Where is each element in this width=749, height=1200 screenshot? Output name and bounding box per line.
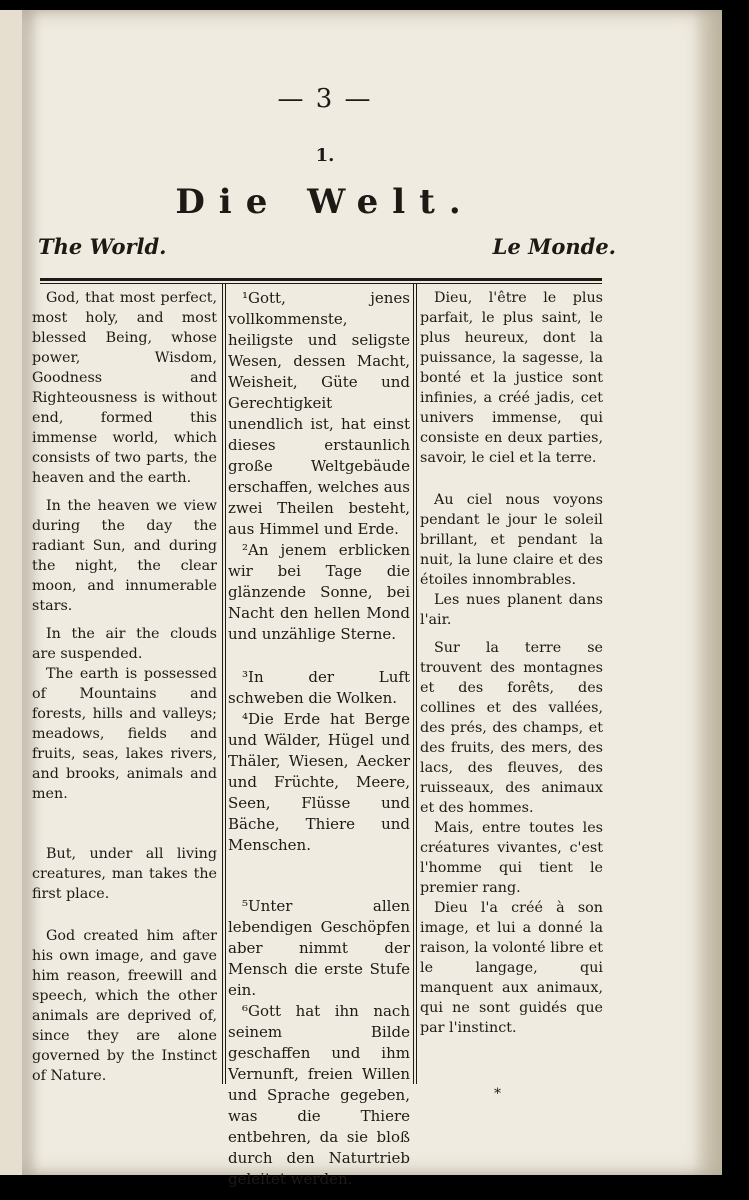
column-divider-left-double bbox=[225, 284, 226, 1084]
german-column bbox=[228, 288, 410, 1190]
english-paragraph: In the heaven we view during the day the radiant Sun, and during the night, the clear moon, and innumerable stars. bbox=[32, 498, 217, 614]
german-paragraph: ⁶Gott hat ihn nach seinem Bilde geschaffen und ihm Vernunft, freien Willen und Sprache gegeben, was die Thiere entbehren, da sie bloß durch den Naturtrieb geleitet werden. bbox=[228, 1002, 410, 1188]
subtitle-english: The World. bbox=[38, 234, 167, 259]
french-paragraph: Au ciel nous voyons pendant le jour le soleil brillant, et pendant la nuit, la lune claire et des étoiles innombrables. bbox=[420, 492, 603, 588]
column-divider-right bbox=[413, 284, 414, 1084]
french-paragraph: Dieu, l'être le plus parfait, le plus saint, le plus heureux, dont la puissance, la sagesse, la bonté et la justice sont infinies, a créé jadis, cet univers immense, qui consiste en deux parties, savoir, le ciel et la terre. bbox=[420, 290, 603, 466]
french-paragraph: Mais, entre toutes les créatures vivantes, c'est l'homme qui tient le premier rang. bbox=[420, 820, 603, 896]
english-paragraph: The earth is possessed of Mountains and forests, hills and valleys; meadows, fields and fruits, seas, lakes rivers, and brooks, animals and men. bbox=[32, 666, 217, 802]
page-shadow bbox=[692, 10, 722, 1175]
french-paragraph: Les nues planent dans l'air. bbox=[420, 592, 603, 628]
english-column bbox=[32, 288, 217, 1086]
german-paragraph: ⁵Unter allen lebendigen Geschöpfen aber nimmt der Mensch die erste Stufe ein. bbox=[228, 897, 410, 999]
header-rule-thin bbox=[40, 283, 602, 284]
english-paragraph: But, under all living creatures, man takes the first place. bbox=[32, 846, 217, 902]
section-number: 1. bbox=[315, 145, 335, 166]
german-paragraph: ²An jenem erblicken wir bei Tage die glänzende Sonne, bei Nacht den hellen Mond und unzählige Sterne. bbox=[228, 541, 410, 643]
previous-page-edge bbox=[0, 10, 22, 1175]
french-paragraph: Sur la terre se trouvent des montagnes et des forêts, des collines et des vallées, des prés, des champs, et des fruits, des mers, des lacs, des fleuves, des ruisseaux, des animaux et des hommes. bbox=[420, 640, 603, 816]
english-paragraph: God, that most perfect, most holy, and most blessed Being, whose power, Wisdom, Goodness and Righteousness is without end, formed this immense world, which consists of two parts, the heaven and the earth. bbox=[32, 290, 217, 486]
german-paragraph: ¹Gott, jenes vollkommenste, heiligste und seligste Wesen, dessen Macht, Weisheit, Güte und Gerechtigkeit unendlich ist, hat einst dieses erstaunlich große Weltgebäude erschaffen, welches aus zwei Theilen besteht, aus Himmel und Erde. bbox=[228, 289, 410, 538]
header-rule bbox=[40, 278, 602, 281]
page-title: Die Welt. bbox=[175, 182, 475, 222]
footer-asterisk: * bbox=[494, 1086, 501, 1102]
german-paragraph: ⁴Die Erde hat Berge und Wälder, Hügel und Thäler, Wiesen, Aecker und Früchte, Meere, Seen, Flüsse und Bäche, Thiere und Menschen. bbox=[228, 710, 410, 854]
german-paragraph: ³In der Luft schweben die Wolken. bbox=[228, 668, 410, 707]
subtitle-french: Le Monde. bbox=[492, 234, 616, 259]
column-divider-left bbox=[222, 284, 223, 1084]
english-paragraph: God created him after his own image, and gave him reason, freewill and speech, which the other animals are deprived of, since they are alone governed by the Instinct of Nature. bbox=[32, 928, 217, 1084]
english-paragraph: In the air the clouds are suspended. bbox=[32, 626, 217, 662]
column-divider-right-double bbox=[416, 284, 417, 1084]
french-column bbox=[420, 288, 603, 1038]
page-number: — 3 — bbox=[277, 84, 373, 114]
french-paragraph: Dieu l'a créé à son image, et lui a donné la raison, la volonté libre et le langage, qui manquent aux animaux, qui ne sont guidés que par l'instinct. bbox=[420, 900, 603, 1036]
